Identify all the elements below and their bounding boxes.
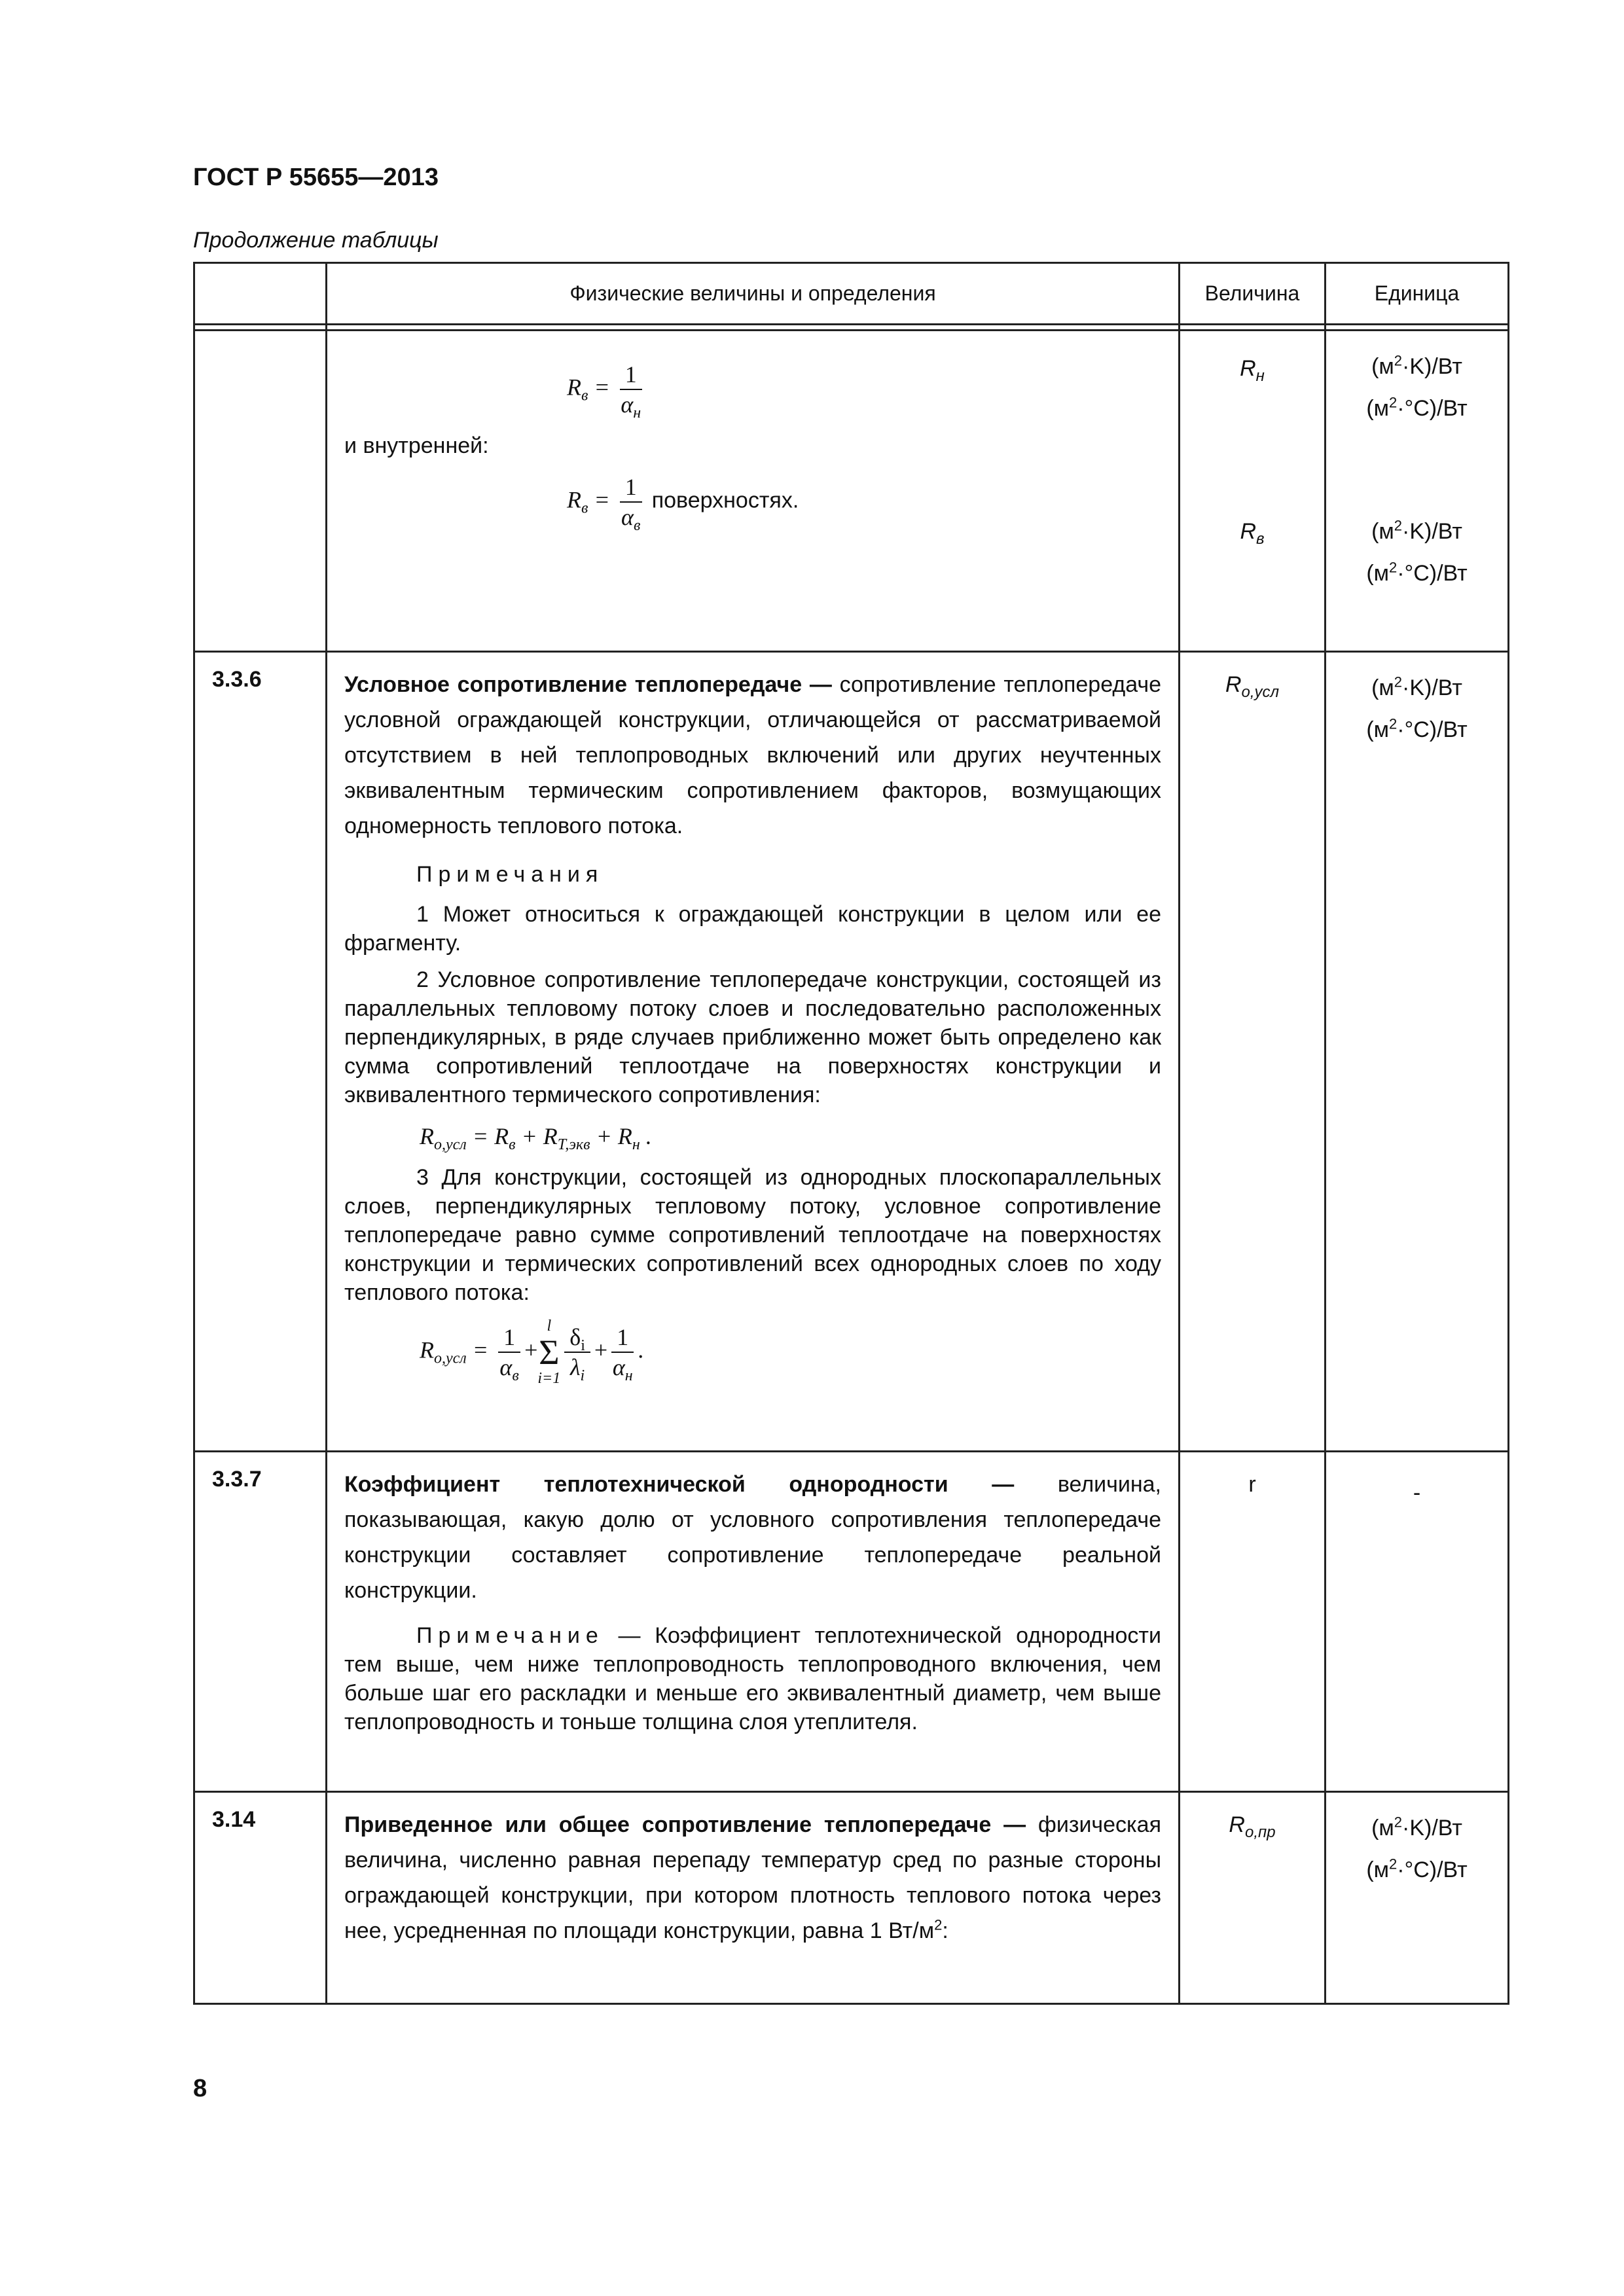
note-3: 3 Для конструкции, состоящей из однородных плоскопараллельных слоев, перпендикулярных тепловому потоку, условное сопротивление теплопередаче равно сумме сопротивлений теплоотдаче на поверхностях конструкции и термических сопротивлений всех однородных слоев по ходу теплового потока: — [344, 1165, 1161, 1305]
row-definition — [327, 1452, 1180, 1792]
page-number: 8 — [193, 2075, 208, 2102]
table-header-row — [194, 263, 1509, 325]
term-definition: Условное сопротивление теплопередаче — сопротивление теплопередаче условной ограждающей конструкции, отличающейся от рассматриваемой отсутствием в ней теплопроводных включений или других неучтенных эквивалентным термическим сопротивлением факторов, возмущающих одномерность теплового потока. — [344, 672, 1161, 838]
note-1: 1 Может относиться к ограждающей конструкции в целом или ее фрагменту. — [344, 902, 1161, 956]
definitions-table — [193, 262, 1509, 2005]
document-code: ГОСТ Р 55655—2013 — [193, 164, 439, 191]
row-definition — [327, 652, 1180, 1452]
row-quantity: $R_{о,пр}$ — [1180, 1792, 1326, 2004]
row-quantity: $R_{о,усл}$ — [1180, 652, 1326, 1452]
note: Примечание — Коэффициент теплотехнической однородности тем выше, чем ниже теплопроводность теплопроводного включения, чем больше шаг его раскладки и меньше его эквивалентный диаметр, чем выше теплопроводность и тоньше толщина слоя утеплителя. — [344, 1623, 1161, 1734]
text-inner: и внутренней: — [344, 433, 489, 458]
term-definition: Коэффициент теплотехнической однородности — величина, показывающая, какую долю от условного сопротивления теплопередаче конструкции составляет сопротивление теплопередаче реальной конструкции. — [344, 1472, 1161, 1603]
table-row — [194, 1452, 1509, 1792]
header-definitions: Физические величины и определения — [327, 263, 1180, 325]
table-continuation-label: Продолжение таблицы — [193, 228, 439, 253]
table-row — [194, 331, 1509, 652]
row-definition — [327, 331, 1180, 652]
table-row — [194, 1792, 1509, 2004]
row-unit: $(м^2\cdot K)/Вт$ $(м^2\cdot^\circ C)/Вт$ — [1326, 652, 1509, 1452]
row-quantity: r — [1180, 1452, 1326, 1792]
header-number-cell — [194, 263, 327, 325]
header-quantity: Величина — [1180, 263, 1326, 325]
row-unit: $(м^2\cdot K)/Вт$ $(м^2\cdot^\circ C)/Вт$ $(м^2\cdot K)/Вт$ $(м^2\cdot^\circ C)/Вт$ — [1326, 331, 1509, 652]
row-definition — [327, 1792, 1180, 2004]
row-number — [194, 331, 327, 652]
formula-r-inner: $R_в$ = $\frac{1}{\alpha_в}$ поверхностях. — [567, 474, 799, 535]
term-definition: Приведенное или общее сопротивление теплопередаче — физическая величина, численно равная перепаду температур сред по разные стороны ограждающей конструкции, при котором плотность теплового потока через нее, усредненная по площади конструкции, равна 1 $Вт/м^2$: — [344, 1812, 1161, 1943]
row-number: 3.3.6 — [194, 652, 327, 1452]
row-unit: - — [1326, 1452, 1509, 1792]
table-row — [194, 652, 1509, 1452]
notes-heading: Примечания — [416, 862, 604, 887]
header-separator — [194, 325, 1509, 331]
formula-r-outer: $R_в$ = $\frac{1}{\alpha_н}$ — [567, 361, 641, 422]
formula-r-sum-a: $R_{о,усл} = R_в + R_{T,экв} + R_н$ . — [420, 1123, 652, 1154]
row-number: 3.14 — [194, 1792, 327, 2004]
note-2: 2 Условное сопротивление теплопередаче конструкции, состоящей из параллельных тепловому потоку слоев и последовательно расположенных перпендикулярных, в ряде случаев приближенно может быть определено как сумма сопротивлений теплоотдаче на поверхностях конструкции и эквивалентного термического сопротивления: — [344, 967, 1161, 1107]
formula-r-sum-b: $R_{о,усл}$ = $\frac{1}{\alpha_в}$ + l Σ i=1 $\frac{\delta_i}{\lambda_i}$ + $\frac{1}{\alpha_н}$ . — [420, 1318, 644, 1387]
header-unit: Единица — [1326, 263, 1509, 325]
row-quantity: $R_н$ $R_в$ — [1180, 331, 1326, 652]
row-number: 3.3.7 — [194, 1452, 327, 1792]
row-unit: $(м^2\cdot K)/Вт$ $(м^2\cdot^\circ C)/Вт$ — [1326, 1792, 1509, 2004]
